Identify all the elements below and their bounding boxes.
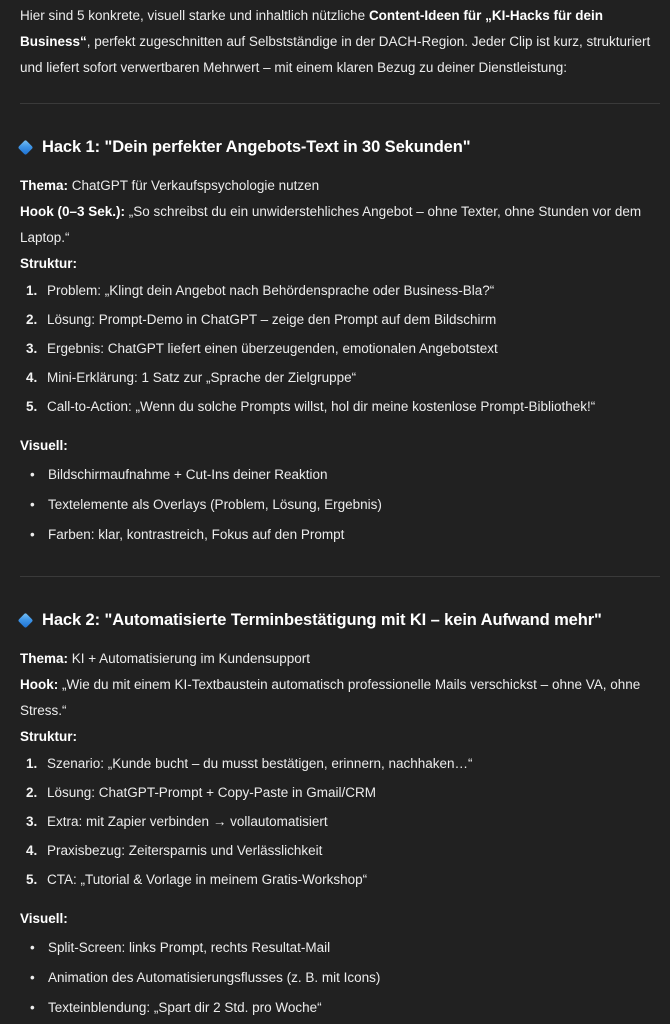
step-item xyxy=(20,780,660,806)
step-number: 4. xyxy=(26,370,38,385)
step-number: 2. xyxy=(26,312,38,327)
bullet-text: Bildschirmaufnahme + Cut-Ins deiner Reaktion xyxy=(48,467,328,482)
step-text: Extra: mit Zapier verbinden → vollautomatisiert xyxy=(47,814,328,829)
section-divider xyxy=(20,103,660,104)
meta-line-thema xyxy=(20,646,660,672)
bullet-text: Split-Screen: links Prompt, rechts Resultat-Mail xyxy=(48,940,331,955)
step-text: Praxisbezug: Zeitersparnis und Verlässlichkeit xyxy=(47,843,323,858)
step-item xyxy=(20,394,660,420)
blue-diamond-icon xyxy=(18,139,34,155)
step-number: 4. xyxy=(26,843,38,858)
hack-2-heading xyxy=(20,607,660,633)
hack-1-meta xyxy=(20,173,660,277)
step-item xyxy=(20,867,660,893)
bullet-item xyxy=(20,522,660,548)
step-text: CTA: „Tutorial & Vorlage in meinem Gratis-Workshop“ xyxy=(47,872,368,887)
step-number: 1. xyxy=(26,756,38,771)
bullet-marker: • xyxy=(30,1000,35,1015)
hack-1-steps-list xyxy=(20,278,660,420)
bullet-marker: • xyxy=(30,970,35,985)
meta-text-hook: „Wie du mit einem KI-Textbaustein automatisch professionelle Mails verschickst – ohne VA, ohne Stress.“ xyxy=(20,677,641,718)
meta-label-struktur: Struktur: xyxy=(20,729,77,744)
bullet-item xyxy=(20,935,660,961)
step-text: Mini-Erklärung: 1 Satz zur „Sprache der Zielgruppe“ xyxy=(47,370,357,385)
bullet-item xyxy=(20,492,660,518)
hack-2-visuell-list xyxy=(20,935,660,1021)
hack-2-title: Hack 2: "Automatisierte Terminbestätigung mit KI – kein Aufwand mehr" xyxy=(42,611,602,629)
step-item xyxy=(20,751,660,777)
step-item xyxy=(20,278,660,304)
intro-text-1: Hier sind 5 konkrete, visuell starke und inhaltlich nützliche xyxy=(20,8,369,23)
meta-label-hook: Hook (0–3 Sek.): xyxy=(20,204,126,219)
bullet-text: Farben: klar, kontrastreich, Fokus auf den Prompt xyxy=(48,527,345,542)
intro-text-2: , perfekt zugeschnitten auf Selbstständige in der DACH-Region. Jeder Clip ist kurz, strukturiert und liefert sofort verwertbaren Mehrwert – mit einem klaren Bezug zu deiner Dienstleistung: xyxy=(20,34,651,75)
bullet-text: Texteinblendung: „Spart dir 2 Std. pro Woche“ xyxy=(48,1000,322,1015)
hack-2-meta xyxy=(20,646,660,750)
blue-diamond-icon xyxy=(18,612,34,628)
step-text: Call-to-Action: „Wenn du solche Prompts willst, hol dir meine kostenlose Prompt-Bibliothek!“ xyxy=(47,399,596,414)
meta-line-hook xyxy=(20,199,660,251)
step-text: Szenario: „Kunde bucht – du musst bestätigen, erinnern, nachhaken…“ xyxy=(47,756,473,771)
step-number: 5. xyxy=(26,399,38,414)
section-divider xyxy=(20,576,660,577)
hack-1-visuell-list xyxy=(20,462,660,548)
section-hack-1 xyxy=(20,134,660,548)
step-number: 2. xyxy=(26,785,38,800)
step-number: 5. xyxy=(26,872,38,887)
meta-label-hook: Hook: xyxy=(20,677,59,692)
step-item xyxy=(20,838,660,864)
meta-text-hook: „So schreibst du ein unwiderstehliches Angebot – ohne Texter, ohne Stunden vor dem Laptop.“ xyxy=(20,204,642,245)
step-number: 3. xyxy=(26,814,38,829)
meta-text-thema: KI + Automatisierung im Kundensupport xyxy=(68,651,311,666)
meta-label-thema: Thema: xyxy=(20,178,69,193)
meta-line-struktur xyxy=(20,251,660,277)
bullet-item xyxy=(20,995,660,1021)
step-number: 3. xyxy=(26,341,38,356)
hack-1-title: Hack 1: "Dein perfekter Angebots-Text in 30 Sekunden" xyxy=(42,138,471,156)
intro-bold-text: Content-Ideen für „KI-Hacks für dein Business“ xyxy=(20,8,603,49)
step-text: Lösung: ChatGPT-Prompt + Copy-Paste in Gmail/CRM xyxy=(47,785,376,800)
intro-paragraph xyxy=(20,3,660,81)
step-item xyxy=(20,809,660,835)
meta-label-struktur: Struktur: xyxy=(20,256,77,271)
step-item xyxy=(20,336,660,362)
step-item xyxy=(20,365,660,391)
section-hack-2 xyxy=(20,607,660,1021)
meta-line-hook xyxy=(20,672,660,724)
visuell-label: Visuell: xyxy=(20,438,68,453)
step-item xyxy=(20,307,660,333)
meta-label-thema: Thema: xyxy=(20,651,69,666)
hack-2-steps-list xyxy=(20,751,660,893)
bullet-marker: • xyxy=(30,467,35,482)
bullet-marker: • xyxy=(30,527,35,542)
bullet-text: Textelemente als Overlays (Problem, Lösung, Ergebnis) xyxy=(48,497,382,512)
bullet-item xyxy=(20,462,660,488)
step-number: 1. xyxy=(26,283,38,298)
bullet-marker: • xyxy=(30,497,35,512)
hack-1-heading xyxy=(20,134,660,160)
step-text: Problem: „Klingt dein Angebot nach Behördensprache oder Business-Bla?“ xyxy=(47,283,495,298)
bullet-marker: • xyxy=(30,940,35,955)
step-text: Ergebnis: ChatGPT liefert einen überzeugenden, emotionalen Angebotstext xyxy=(47,341,498,356)
step-text: Lösung: Prompt-Demo in ChatGPT – zeige den Prompt auf dem Bildschirm xyxy=(47,312,497,327)
visuell-label: Visuell: xyxy=(20,911,68,926)
bullet-text: Animation des Automatisierungsflusses (z. B. mit Icons) xyxy=(48,970,381,985)
meta-text-thema: ChatGPT für Verkaufspsychologie nutzen xyxy=(68,178,320,193)
meta-line-struktur xyxy=(20,724,660,750)
bullet-item xyxy=(20,965,660,991)
meta-line-thema xyxy=(20,173,660,199)
